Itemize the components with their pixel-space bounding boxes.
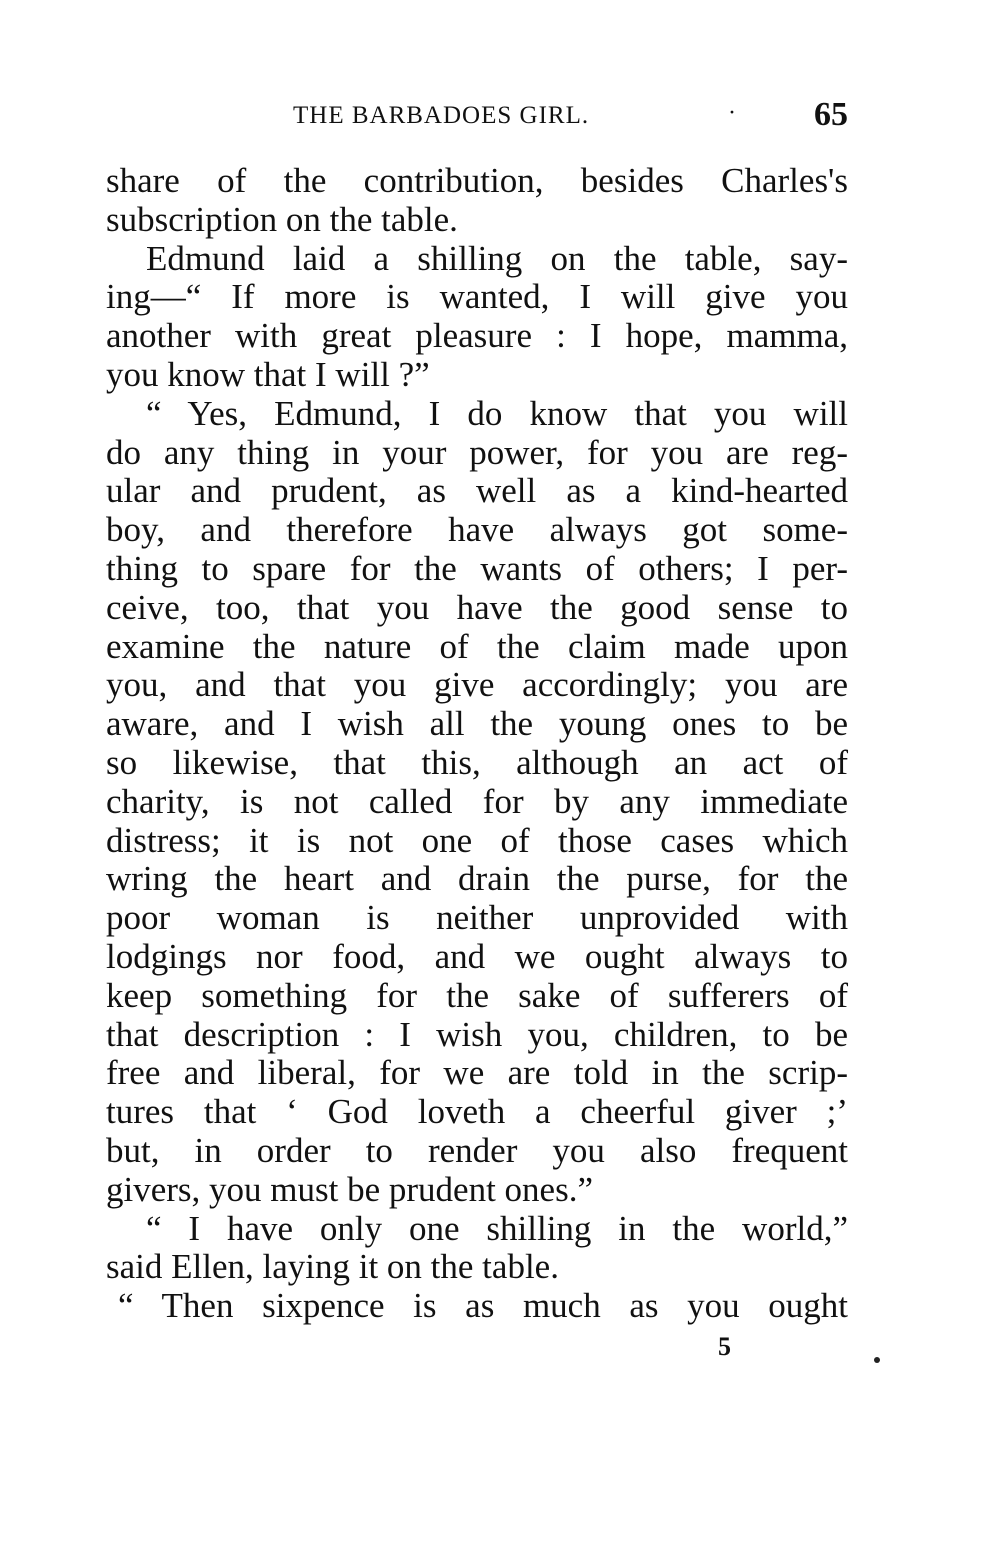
text-line: keep something for the sake of sufferers of bbox=[106, 975, 848, 1015]
text-line: Edmund laid a shilling on the table, say- bbox=[146, 238, 848, 278]
text-line: said Ellen, laying it on the table. bbox=[106, 1247, 559, 1287]
text-line: tures that ‘ God loveth a cheerful giver ;’ bbox=[106, 1092, 848, 1132]
body-text bbox=[106, 162, 848, 1326]
text-line: that description : I wish you, children, to be bbox=[106, 1014, 848, 1054]
text-line: wring the heart and drain the purse, for the bbox=[106, 859, 848, 899]
text-line: ular and prudent, as well as a kind-hearted bbox=[106, 471, 848, 511]
text-line: distress; it is not one of those cases which bbox=[106, 820, 848, 860]
text-line: aware, and I wish all the young ones to be bbox=[106, 704, 848, 744]
text-line: examine the nature of the claim made upon bbox=[106, 626, 848, 666]
header-separator: · bbox=[728, 100, 736, 126]
text-line: “ Yes, Edmund, I do know that you will bbox=[146, 393, 848, 433]
text-line: “ I have only one shilling in the world,” bbox=[146, 1208, 848, 1248]
text-line: boy, and therefore have always got some- bbox=[106, 510, 848, 550]
text-line: another with great pleasure : I hope, mamma, bbox=[106, 316, 848, 356]
text-line: lodgings nor food, and we ought always to bbox=[106, 936, 848, 976]
running-title: THE BARBADOES GIRL. bbox=[293, 102, 590, 129]
text-line: charity, is not called for by any immediate bbox=[106, 781, 848, 821]
text-line: free and liberal, for we are told in the scrip- bbox=[106, 1053, 848, 1093]
text-line: ing—“ If more is wanted, I will give you bbox=[106, 277, 848, 317]
text-line: do any thing in your power, for you are reg- bbox=[106, 432, 848, 472]
text-line: you, and that you give accordingly; you are bbox=[106, 665, 848, 705]
text-line: subscription on the table. bbox=[106, 199, 458, 239]
page-header bbox=[108, 96, 848, 140]
text-line: “ Then sixpence is as much as you ought bbox=[118, 1286, 848, 1326]
text-line: thing to spare for the wants of others; I per- bbox=[106, 548, 848, 588]
page-number: 65 bbox=[814, 96, 848, 133]
text-line: so likewise, that this, although an act of bbox=[106, 742, 848, 782]
text-line: share of the contribution, besides Charles's bbox=[106, 161, 848, 200]
text-line: poor woman is neither unprovided with bbox=[106, 898, 848, 938]
text-line: but, in order to render you also frequent bbox=[106, 1130, 848, 1170]
ink-speck bbox=[874, 1357, 880, 1363]
text-line: ceive, too, that you have the good sense to bbox=[106, 587, 848, 627]
signature-mark: 5 bbox=[718, 1332, 731, 1361]
text-line: you know that I will ?” bbox=[106, 354, 430, 394]
text-line: givers, you must be prudent ones.” bbox=[106, 1169, 593, 1209]
